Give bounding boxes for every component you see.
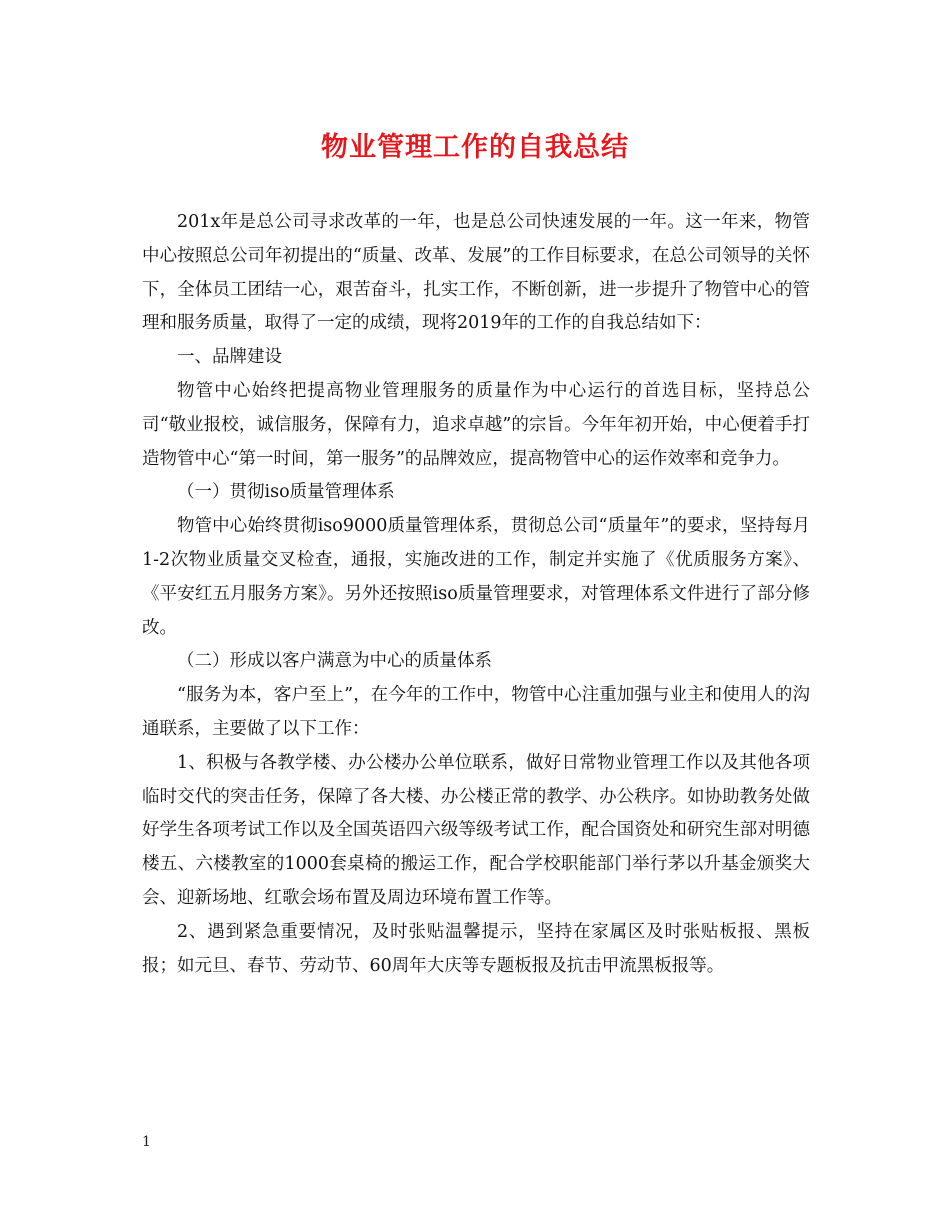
paragraph-intro: 201x年是总公司寻求改革的一年，也是总公司快速发展的一年。这一年来，物管中心按照总公司年初提出的“质量、改革、发展”的工作目标要求，在总公司领导的关怀下，全体员工团结一心，艰苦奋斗，扎实工作，不断创新，进一步提升了物管中心的管理和服务质量，取得了一定的成绩，现将2019年的工作的自我总结如下： [142, 212, 810, 334]
paragraph-iso: 物管中心始终贯彻iso9000质量管理体系，贯彻总公司“质量年”的要求，坚持每月1-2次物业质量交叉检查，通报，实施改进的工作，制定并实施了《优质服务方案》、《平安红五月服务方案》。另外还按照iso质量管理要求，对管理体系文件进行了部分修改。 [142, 516, 810, 638]
subsection-heading-iso: （一）贯彻iso质量管理体系 [177, 482, 395, 503]
paragraph-item-2: 2、遇到紧急重要情况，及时张贴温馨提示，坚持在家属区及时张贴板报、黑板报；如元旦、春节、劳动节、60周年大庆等专题板报及抗击甲流黑板报等。 [142, 921, 810, 976]
document-title: 物业管理工作的自我总结 [321, 132, 629, 163]
paragraph-item-1: 1、积极与各教学楼、办公楼办公单位联系，做好日常物业管理工作以及其他各项临时交代的突击任务，保障了各大楼、办公楼正常的教学、办公秩序。如协助教务处做好学生各项考试工作以及全国英语四六级等级考试工作，配合国资处和研究生部对明德楼五、六楼教室的1000套桌椅的搬运工作，配合学校职能部门举行茅以升基金颁奖大会、迎新场地、红歌会场布置及周边环境布置工作等。 [142, 752, 810, 908]
document-body [142, 206, 810, 983]
paragraph-brand: 物管中心始终把提高物业管理服务的质量作为中心运行的首选目标，坚持总公司“敬业报校，诚信服务，保障有力，追求卓越”的宗旨。今年年初开始，中心便着手打造物管中心“第一时间，第一服务”的品牌效应，提高物管中心的运作效率和竞争力。 [142, 380, 810, 469]
subsection-heading-customer: （二）形成以客户满意为中心的质量体系 [177, 651, 492, 672]
section-heading-brand: 一、品牌建设 [177, 347, 282, 368]
paragraph-customer: “服务为本，客户至上”，在今年的工作中，物管中心注重加强与业主和使用人的沟通联系，主要做了以下工作： [142, 685, 810, 739]
page-number: 1 [142, 1134, 151, 1150]
